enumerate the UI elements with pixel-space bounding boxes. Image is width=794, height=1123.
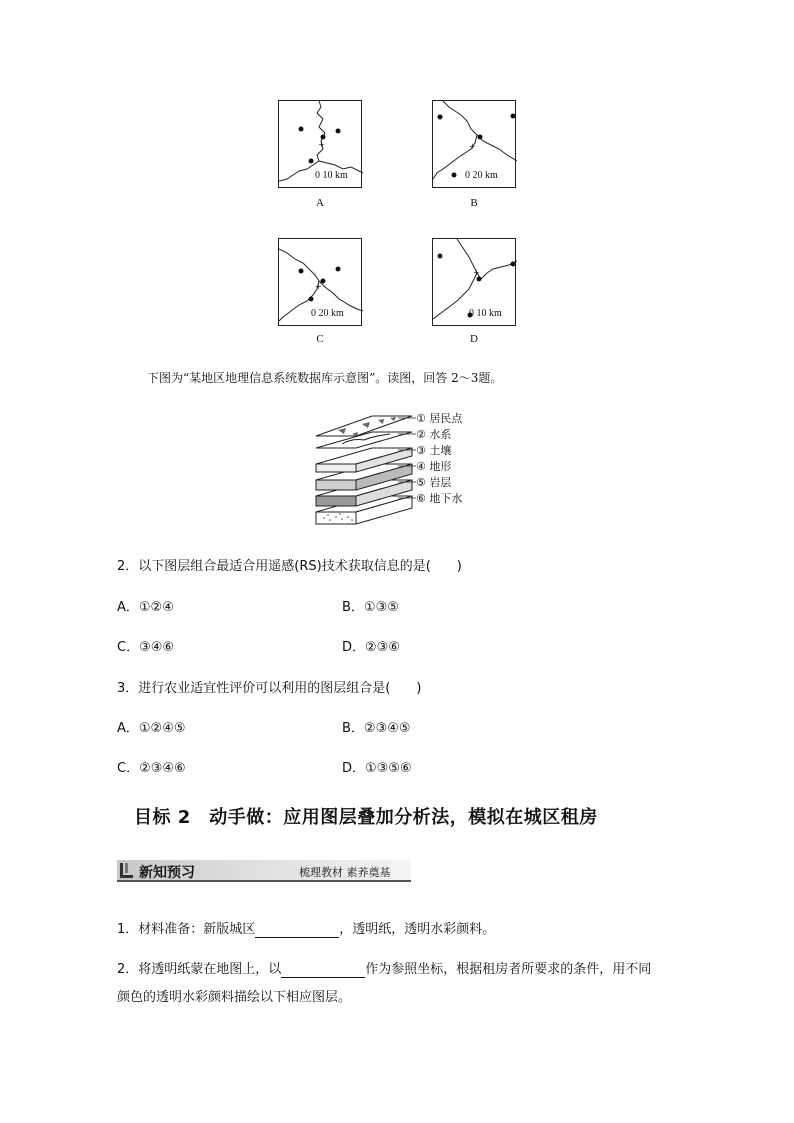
layer-label-1: ① 居民点 [416,412,463,425]
svg-text:+: + [315,282,322,291]
q2-option-c: C．③④⑥ [117,640,175,655]
item-2-prefix: 2．将透明纸蒙在地图上，以 [117,962,282,977]
item-1-prefix: 1．材料准备：新版城区 [117,922,256,937]
svg-text:+: + [473,268,480,277]
scale-bar: 0 20 km [311,308,344,319]
section-heading: 目标 2 动手做：应用图层叠加分析法，模拟在城区租房 [134,807,598,828]
preview-banner [117,860,411,882]
item-1 [117,918,495,938]
q2-option-d: D．②③⑥ [342,640,400,655]
banner-bracket-icon [119,862,135,880]
item-2-line-2: 颜色的透明水彩颜料描绘以下相应图层。 [117,990,352,1005]
layer-label-2: ② 水系 [416,428,452,441]
scale-bar: 0 20 km [465,170,498,181]
item-2-suffix: 作为参照坐标，根据租房者所要求的条件，用不同 [365,962,652,977]
banner-subtitle: 梳理教材 素养奠基 [299,866,391,879]
q2-option-a: A．①②④ [117,600,174,615]
item-2 [117,958,677,978]
intro-text: 下图为“某地区地理信息系统数据库示意图”。读图，回答 2～3题。 [147,371,503,385]
map-label: A [316,197,324,209]
question-2-stem: 2．以下图层组合最适合用遥感(RS)技术获取信息的是( ) [117,559,462,574]
map-label: C [316,333,324,345]
gis-layer-diagram [312,408,492,532]
map-a [278,100,362,188]
map-label: B [470,197,478,209]
map-d [432,238,516,326]
q3-option-c: C．②③④⑥ [117,761,186,776]
layer-label-3: ③ 土壤 [416,444,452,457]
q3-option-d: D．①③⑤⑥ [342,761,412,776]
layer-label-6: ⑥ 地下水 [416,492,463,505]
question-3-stem: 3．进行农业适宜性评价可以利用的图层组合是( ) [117,681,422,696]
scale-bar: 0 10 km [469,308,502,319]
banner-title: 新知预习 [139,865,195,881]
map-c [278,238,362,326]
svg-text:+: + [318,140,325,149]
q3-option-a: A．①②④⑤ [117,721,186,736]
svg-text:+: + [469,142,476,151]
map-b [432,100,516,188]
scale-bar: 0 10 km [315,170,348,181]
item-2-blank[interactable] [281,962,365,978]
q3-option-b: B．②③④⑤ [342,721,411,736]
item-1-blank[interactable] [255,922,339,938]
layer-label-5: ⑤ 岩层 [416,476,452,489]
item-1-suffix: ，透明纸，透明水彩颜料。 [339,922,496,937]
layer-label-4: ④ 地形 [416,460,452,473]
q2-option-b: B．①③⑤ [342,600,399,615]
map-label: D [470,333,478,345]
